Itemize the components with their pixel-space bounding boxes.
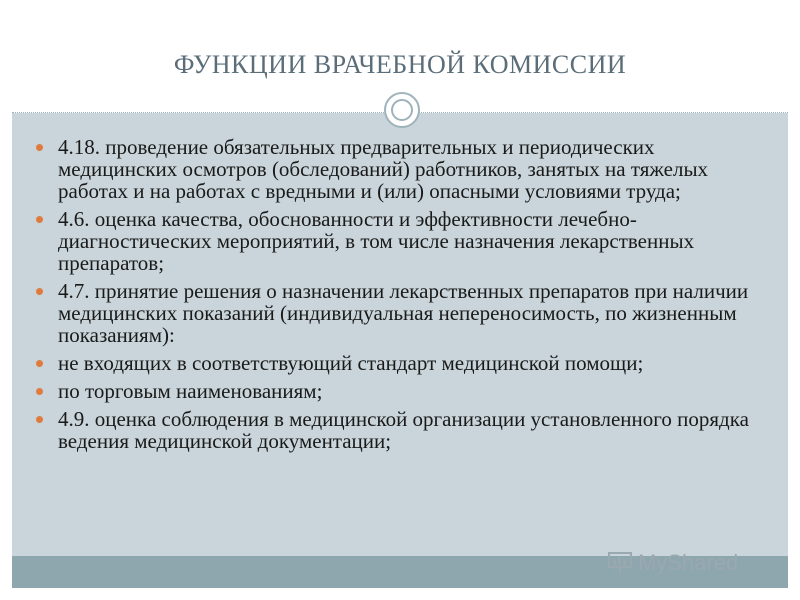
bullet-list — [32, 136, 777, 458]
list-item-text: 4.9. оценка соблюдения в медицинской организации установленного порядка ведения медицинской документации; — [58, 407, 749, 453]
list-item-text: 4.18. проведение обязательных предварительных и периодических медицинских осмотров (обследований) работников, занятых на тяжелых работах и на работах с вредными и (или) опасными условиями труда; — [58, 135, 709, 203]
bullet-dot-icon — [36, 416, 43, 423]
bullet-dot-icon — [36, 360, 43, 367]
bullet-dot-icon — [36, 144, 43, 151]
bullet-dot-icon — [36, 216, 43, 223]
list-item-text: 4.7. принятие решения о назначении лекарственных препаратов при наличии медицинских показаний (индивидуальная непереносимость, по жизненным показаниям): — [58, 279, 749, 347]
divider-circle-ornament — [384, 92, 420, 128]
list-item-text: не входящих в соответствующий стандарт медицинской помощи; — [58, 351, 644, 375]
bullet-dot-icon — [36, 388, 43, 395]
bullet-dot-icon — [36, 288, 43, 295]
list-item — [32, 208, 777, 274]
list-item — [32, 280, 777, 346]
presentation-board-icon — [608, 552, 632, 574]
list-item-text: 4.6. оценка качества, обоснованности и эффективности лечебно-диагностических мероприятий, в том числе назначения лекарственных препаратов; — [58, 207, 695, 275]
list-item — [32, 136, 777, 202]
watermark-logo — [608, 550, 738, 576]
slide-frame — [12, 12, 788, 588]
watermark-text: MyShared — [638, 550, 739, 575]
slide-title: ФУНКЦИИ ВРАЧЕБНОЙ КОМИССИИ — [173, 50, 627, 79]
list-item — [32, 352, 777, 374]
list-item — [32, 408, 777, 452]
divider-circle-inner — [391, 99, 413, 121]
list-item-text: по торговым наименованиям; — [58, 379, 323, 403]
list-item — [32, 380, 777, 402]
